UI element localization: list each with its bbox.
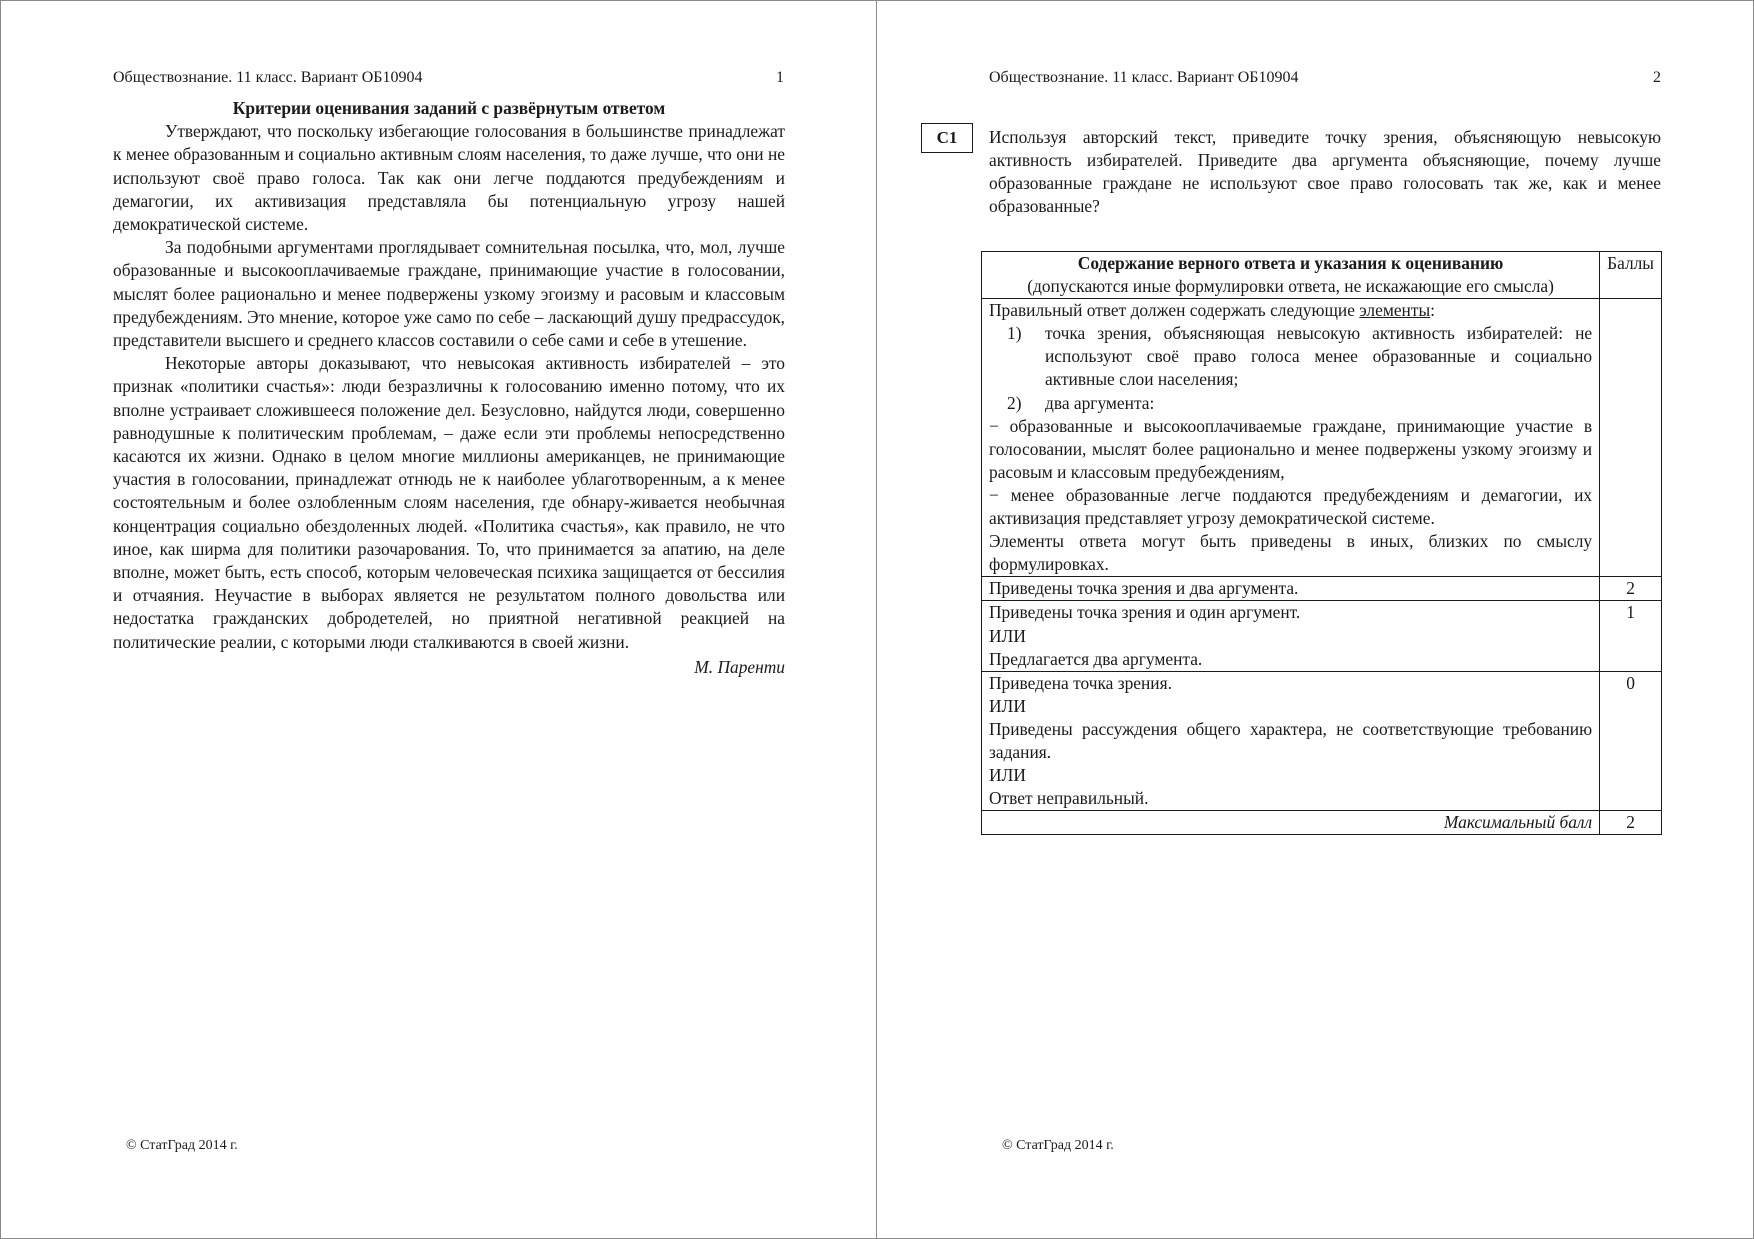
table-header-title: Содержание верного ответа и указания к оцениванию: [1077, 253, 1504, 273]
answer-note: Элементы ответа могут быть приведены в иных, близких по смыслу формулировках.: [989, 531, 1593, 575]
paragraph: Утверждают, что поскольку избегающие голосования в большинстве принадлежат к менее образованным и социально активным слоям населения, то даже лучше, что они не используют своё право голоса. Так как они легче поддаются предубеждениям и демагогии, их активизация представляла бы потенциальную угрозу нашей демократической системе.: [113, 121, 785, 235]
list-item: 1) точка зрения, объясняющая невысокую активность избирателей: не используют своё право голоса менее образованные и социально активные слои населения;: [1007, 323, 1593, 390]
criterion-score: 0: [1600, 671, 1662, 811]
criterion-text: Приведены точка зрения и два аргумента.: [982, 577, 1600, 601]
page-header-title: Обществознание. 11 класс. Вариант ОБ10904: [989, 69, 1299, 86]
criterion-text: Приведены точка зрения и один аргумент. ИЛИ Предлагается два аргумента.: [982, 601, 1600, 671]
table-row: [982, 577, 1662, 601]
task-text: Используя авторский текст, приведите точку зрения, объясняющую невысокую активность избирателей. Приведите два аргумента объясняющие, почему лучше образованные граждане не используют свое право голосовать так же, как и менее образованные?: [989, 127, 1661, 216]
max-score-row: [982, 811, 1662, 835]
page-number: 1: [776, 69, 784, 86]
page-1: [0, 0, 876, 1239]
criteria-title: Критерии оценивания заданий с развёрнутым ответом: [232, 98, 666, 118]
footer-copyright: © СтатГрад 2014 г.: [126, 1138, 238, 1153]
answer-score-empty: [1600, 299, 1662, 577]
max-score-value: 2: [1600, 811, 1662, 835]
criterion-score: 1: [1600, 601, 1662, 671]
page-number: 2: [1653, 69, 1661, 86]
answer-intro: Правильный ответ должен содержать следующие элементы:: [989, 300, 1435, 321]
page-header-title: Обществознание. 11 класс. Вариант ОБ10904: [113, 69, 423, 86]
table-row: [982, 671, 1662, 811]
elements-underlined: элементы: [1359, 300, 1431, 321]
source-text: [113, 97, 785, 679]
table-header-subtitle: (допускаются иные формулировки ответа, не искажающие его смысла): [1027, 276, 1554, 297]
answer-row: [982, 299, 1662, 577]
criterion-text: Приведена точка зрения. ИЛИ Приведены рассуждения общего характера, не соответствующие требованию задания. ИЛИ Ответ неправильный.: [982, 671, 1600, 811]
argument-item: − менее образованные легче поддаются предубеждениям и демагогии, их активизация представляет угрозу демократической системе.: [989, 484, 1593, 529]
author-signature: М. Паренти: [694, 656, 785, 677]
list-item: 2) два аргумента:: [1007, 392, 1155, 413]
argument-item: − образованные и высокооплачиваемые граждане, принимающие участие в голосовании, мыслят более рационально и менее подвержены узкому эгоизму и расовым и классовым предубеждениям,: [989, 415, 1593, 482]
page-2: [877, 0, 1754, 1239]
table-row: [982, 601, 1662, 671]
table-header-main: [982, 252, 1600, 299]
table-header-row: [982, 252, 1662, 299]
criterion-score: 2: [1600, 577, 1662, 601]
paragraph: За подобными аргументами проглядывает сомнительная посылка, что, мол, лучше образованные и высокооплачиваемые граждане, принимающие участие в голосовании, мыслят более рационально и менее подвержены узкому эгоизму и расовым и классовым предубеждениям. Это мнение, которое уже само по себе – ласкающий душу предрассудок, представители высшего и среднего классов составили о себе сами и себе в утешение.: [113, 237, 785, 351]
footer-copyright: © СтатГрад 2014 г.: [1002, 1138, 1114, 1153]
task-label: С1: [921, 123, 973, 153]
table-header-score: Баллы: [1600, 252, 1662, 299]
paragraph: Некоторые авторы доказывают, что невысокая активность избирателей – это признак «политики счастья»: люди безразличны к голосованию именно потому, что их вполне устраивает сложившееся положение дел. Безусловно, найдутся люди, совершенно равнодушные к политическим проблемам, – даже если эти проблемы непосредственно касаются их жизни. Однако в целом многие миллионы американцев, не принимающие участия в голосовании, принадлежат отнюдь не к наиболее ублаготворенным, а к менее состоятельным и более озлобленным слоям населения, где обнару-живается необычная концентрация социально обездоленных людей. «Политика счастья», как правило, не что иное, как ширма для политики разочарования. То, что принимается за апатию, на деле вполне, может быть, есть способ, которым человеческая психика защищается от бессилия и отчаяния. Неучастие в выборах является не результатом полного довольства или недостатка гражданских добродетелей, но приятной негативной реакцией на политические реалии, с которыми люди сталкиваются в своей жизни.: [113, 353, 785, 652]
criteria-table: [981, 251, 1662, 835]
answer-content: [982, 299, 1600, 577]
max-score-label: Максимальный балл: [982, 811, 1600, 835]
